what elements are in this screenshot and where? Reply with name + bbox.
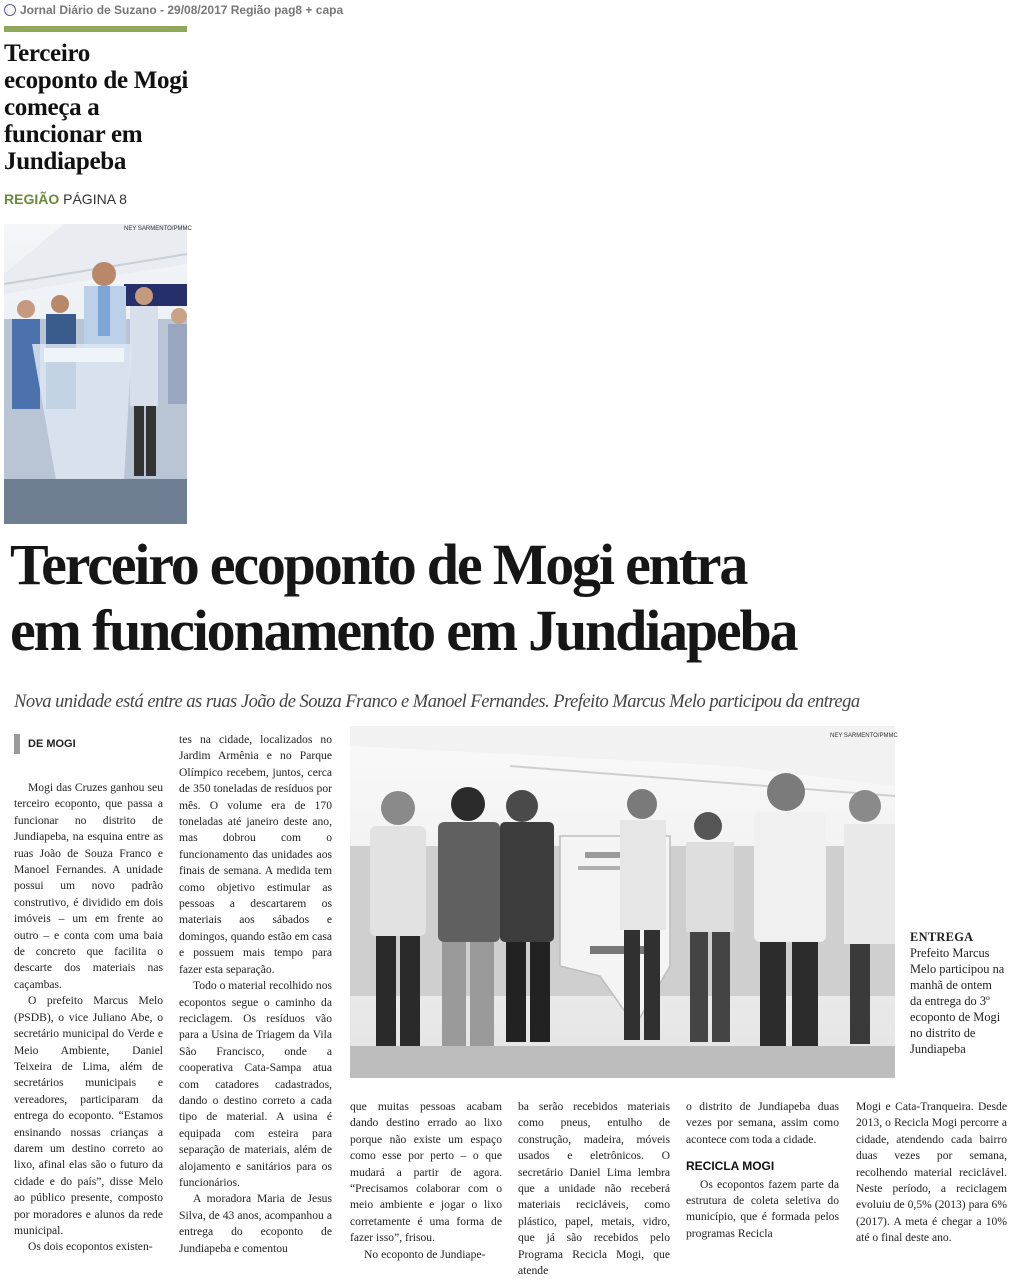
article-column-3	[350, 1099, 502, 1263]
byline-bar	[14, 734, 20, 754]
paragraph: tes na cidade, localizados no Jardim Armênia e no Parque Olímpico recebem, juntos, cerca de 350 toneladas de resíduos por mês. O volume era de 170 toneladas até janeiro deste ano, mas dobrou com o funcionamento das unidades aos finais de semana. A medida tem como objetivo estimular as pessoas a descartarem os materiais aos sábados e domingos, quando estão em casa e possuem mais tempo para fazer esta separação.	[179, 733, 332, 976]
paragraph: Todo o material recolhido nos ecopontos segue o caminho da reciclagem. Os resíduos vão para a Usina de Triagem da Vila São Francisco, onde a cooperativa Cata-Sampa atua com catadores cadastrados, dando o destino correto a cada tipo de material. A usina é equipada com esteira para separação de materiais, além de alojamento e sanitários para os funcionários.	[179, 979, 332, 1189]
paragraph: Mogi das Cruzes ganhou seu terceiro ecoponto, que passa a funcionar no distrito de Jundiapeba, na esquina entre as ruas João de Souza Franco e Manoel Fernandes. A unidade possui um novo padrão construtivo, é dividido em dois imóveis – um em frente ao outro – e conta com uma baia de concreto que facilita o descarte dos materiais nas caçambas.	[14, 781, 163, 991]
article-column-4	[518, 1099, 670, 1279]
headline	[10, 532, 1009, 663]
teaser-section: REGIÃO	[4, 191, 60, 207]
main-photo-illustration	[350, 726, 895, 1078]
article-column-1	[14, 780, 163, 1256]
paragraph: No ecoponto de Jundiape-	[364, 1247, 486, 1261]
main-photo-credit: NEY SARMENTO/PMMC	[830, 733, 898, 739]
paragraph: que muitas pessoas acabam dando destino errado ao lixo porque não existe um espaço como esse por perto – o que mudará a partir de agora. “Precisamos colaborar com o meio ambiente e jogar o lixo corretamente é uma forma de fazer isso”, frisou.	[350, 1100, 502, 1245]
article-column-5	[686, 1099, 839, 1242]
teaser-page: PÁGINA 8	[63, 191, 127, 207]
paragraph: A moradora Maria de Jesus Silva, de 43 anos, acompanhou a entrega do ecoponto de Jundiapeba e comentou	[179, 1192, 332, 1255]
article-column-6	[856, 1099, 1007, 1247]
caption-title: ENTREGA	[910, 930, 974, 944]
teaser-accent-bar	[4, 26, 187, 32]
paragraph: o distrito de Jundiapeba duas vezes por semana, assim como acontece com toda a cidade.	[686, 1100, 839, 1146]
paragraph: Mogi e Cata-Tranqueira. Desde 2013, o Recicla Mogi percorre a cidade, atendendo cada bairro duas vezes por semana, recolhendo material reciclável. Neste período, a reciclagem evoluiu de 0,5% (2013) para 6% (2017). A meta é chegar a 10% até o final deste ano.	[856, 1100, 1007, 1245]
caption-text: Prefeito Marcus Melo participou na manhã de ontem da entrega do 3º ecoponto de Mogi no distrito de Jundiapeba	[910, 946, 1005, 1056]
paragraph: Os ecopontos fazem parte da estrutura de coleta seletiva do município, que é formada pelos programas Recicla	[686, 1177, 839, 1240]
paragraph: Os dois ecopontos existen-	[28, 1240, 153, 1254]
teaser-photo-credit: NEY SARMENTO/PMMC	[124, 226, 192, 232]
teaser-photo	[4, 224, 187, 524]
source-header	[4, 2, 343, 18]
subhead: Nova unidade está entre as ruas João de Souza Franco e Manoel Fernandes. Prefeito Marcus Melo participou da entrega	[14, 692, 860, 712]
byline-text: DE MOGI	[28, 738, 76, 750]
paragraph: O prefeito Marcus Melo (PSDB), o vice Juliano Abe, o secretário municipal do Verde e Meio Ambiente, Daniel Teixeira de Lima, além de secretários municipais e vereadores, participaram da entrega do ecoponto. “Estamos ensinando nossas crianças a darem um destino correto ao lixo, afinal elas são o futuro da cidade e do país”, disse Melo ao público presente, composto por moradores e alunos da rede municipal.	[14, 994, 163, 1237]
source-header-text: Jornal Diário de Suzano - 29/08/2017 Região pag8 + capa	[20, 3, 344, 17]
byline	[14, 734, 76, 754]
photo-caption	[910, 929, 1005, 1057]
main-photo	[350, 726, 895, 1078]
teaser-photo-illustration	[4, 224, 187, 524]
subtitle-recicla-mogi: RECICLA MOGI	[686, 1159, 775, 1174]
clipping-icon	[4, 4, 16, 16]
headline-line-1: Terceiro ecoponto de Mogi entra	[10, 532, 747, 597]
paragraph: ba serão recebidos materiais como pneus, entulho de construção, madeira, móveis usados e eletrônicos. O secretário Daniel Lima lembra que a unidade não receberá materiais recicláveis, como plástico, papel, metais, vidro, que já são recebidos pelo Programa Recicla Mogi, que atende	[518, 1100, 670, 1278]
headline-line-2: em funcionamento em Jundiapeba	[10, 598, 797, 663]
article-column-2	[179, 732, 332, 1257]
teaser-section-label	[4, 191, 127, 207]
teaser-title: Terceiro ecoponto de Mogi começa a funcionar em Jundiapeba	[4, 40, 189, 175]
